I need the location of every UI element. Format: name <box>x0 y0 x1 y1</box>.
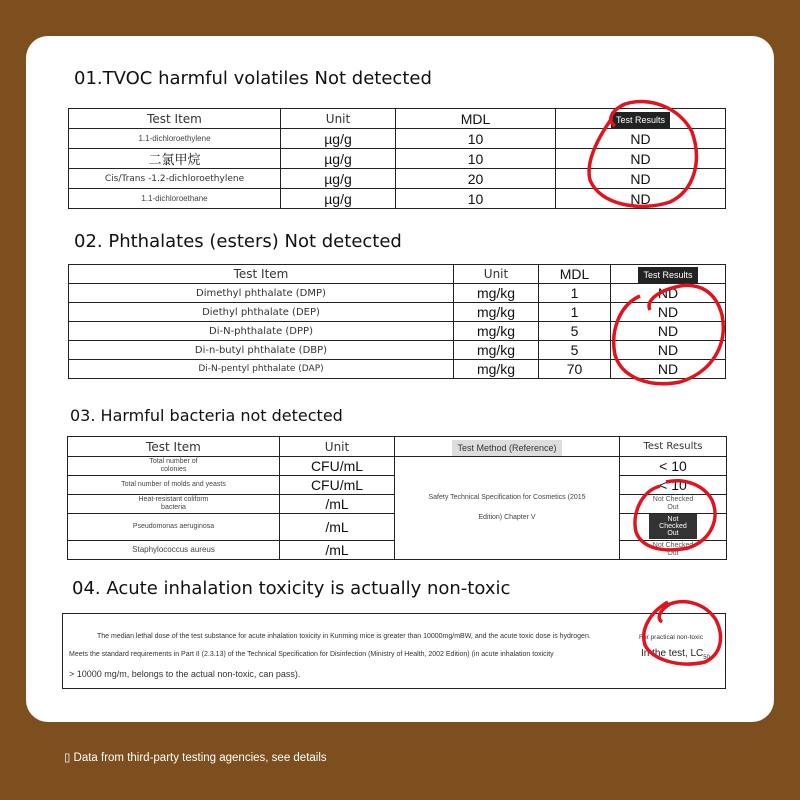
row-result: ND <box>611 303 726 322</box>
row-item: Total number of molds and yeasts <box>68 476 280 495</box>
row-item: Di-n-butyl phthalate (DBP) <box>69 341 454 360</box>
header-unit: Unit <box>281 109 396 129</box>
row-mdl: 10 <box>396 149 556 169</box>
row-unit: mg/kg <box>454 322 539 341</box>
footer-note: ▯ Data from third-party testing agencies, see details <box>64 752 327 764</box>
row-unit: /mL <box>280 495 395 514</box>
header-unit: Unit <box>280 437 395 457</box>
row-item: Diethyl phthalate (DEP) <box>69 303 454 322</box>
row-unit: µg/g <box>281 169 396 189</box>
row-unit: /mL <box>280 541 395 560</box>
row-result: ND <box>611 360 726 379</box>
row-item: Cis/Trans -1.2-dichloroethylene <box>69 169 281 189</box>
row-result-badge: Not Checked Out <box>649 514 697 539</box>
section-title-acute: 04. Acute inhalation toxicity is actually non-toxic <box>72 578 511 599</box>
row-item: Dimethyl phthalate (DMP) <box>69 284 454 303</box>
row-result: ND <box>556 169 726 189</box>
row-unit: mg/kg <box>454 360 539 379</box>
row-unit: CFU/mL <box>280 476 395 495</box>
row-item: Pseudomonas aeruginosa <box>68 514 280 541</box>
row-mdl: 5 <box>539 341 611 360</box>
acute-line-2: Meets the standard requirements in Part II (2.3.13) of the Technical Specification for Disinfection (Ministry of Health, 2002 Edition) (in acute inhalation toxicity <box>69 651 554 658</box>
row-result: ND <box>556 189 726 209</box>
row-result: < 10 <box>620 476 727 495</box>
row-mdl: 1 <box>539 303 611 322</box>
row-item: 二氯甲烷 <box>69 149 281 169</box>
row-unit: µg/g <box>281 129 396 149</box>
highlight-ring-bacteria <box>635 481 715 550</box>
acute-line-1: The median lethal dose of the test substance for acute inhalation toxicity in Kunming mice is greater than 10000mg/mBW, and the acute toxic dose is hydrogen. <box>97 633 591 640</box>
test-method-line1: Safety Technical Specification for Cosmetics (2015 <box>428 494 586 501</box>
acute-side-1: For practical non-toxic <box>639 634 703 641</box>
highlight-ring-phthalates <box>614 285 724 383</box>
header-test-results: Test Results <box>620 437 727 457</box>
row-unit: mg/kg <box>454 341 539 360</box>
row-result: ND <box>611 284 726 303</box>
row-result: ND <box>611 322 726 341</box>
header-test-item: Test Item <box>69 265 454 284</box>
row-result: < 10 <box>620 457 727 476</box>
highlight-ring-tvoc <box>589 102 696 207</box>
row-result: ND <box>611 341 726 360</box>
acute-side-2-sub: 50 <box>703 655 710 661</box>
row-result: ND <box>556 149 726 169</box>
section-title-bacteria: 03. Harmful bacteria not detected <box>70 406 343 425</box>
row-unit: /mL <box>280 514 395 541</box>
header-test-item: Test Item <box>68 437 280 457</box>
row-unit: µg/g <box>281 149 396 169</box>
header-test-method: Test Method (Reference) <box>452 440 561 456</box>
row-item: Staphylococcus aureus <box>68 541 280 560</box>
section-title-phthalates: 02. Phthalates (esters) Not detected <box>74 231 402 252</box>
section-title-tvoc: 01.TVOC harmful volatiles Not detected <box>74 68 432 89</box>
row-unit: µg/g <box>281 189 396 209</box>
row-mdl: 70 <box>539 360 611 379</box>
row-mdl: 10 <box>396 129 556 149</box>
row-item: 1.1-dichloroethane <box>69 189 281 209</box>
header-mdl: MDL <box>539 265 611 284</box>
row-mdl: 1 <box>539 284 611 303</box>
row-mdl: 10 <box>396 189 556 209</box>
header-test-item: Test Item <box>69 109 281 129</box>
row-unit: mg/kg <box>454 284 539 303</box>
row-result-text: Not Checked Out <box>652 542 694 557</box>
row-item-text: Total number of colonies <box>149 458 198 473</box>
row-item: Di-N-pentyl phthalate (DAP) <box>69 360 454 379</box>
acute-line-3: > 10000 mg/m, belongs to the actual non-toxic, can pass). <box>69 669 301 679</box>
row-mdl: 5 <box>539 322 611 341</box>
test-method-line2: Edition) Chapter V <box>478 514 536 521</box>
row-item: 1.1-dichloroethylene <box>69 129 281 149</box>
header-mdl: MDL <box>396 109 556 129</box>
row-result-text: Not Checked Out <box>652 496 694 511</box>
header-test-results: Test Results <box>611 112 670 128</box>
row-result: ND <box>556 129 726 149</box>
row-mdl: 20 <box>396 169 556 189</box>
row-unit: mg/kg <box>454 303 539 322</box>
row-unit: CFU/mL <box>280 457 395 476</box>
row-item: Di-N-phthalate (DPP) <box>69 322 454 341</box>
highlight-ring-acute <box>644 602 721 664</box>
header-test-results: Test Results <box>638 267 697 283</box>
row-item-text: Heat-resistant coliform bacteria <box>138 496 209 511</box>
acute-side-2-text: In the test, LC <box>641 648 704 659</box>
header-unit: Unit <box>454 265 539 284</box>
